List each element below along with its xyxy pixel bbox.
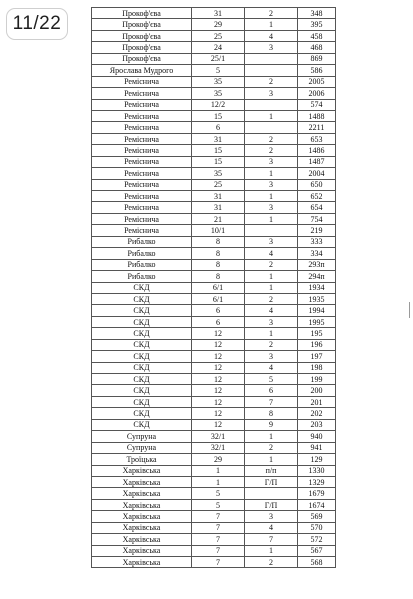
number-cell: 572 xyxy=(298,534,336,545)
street-cell: Ремісничa xyxy=(92,110,192,121)
entrance-cell xyxy=(245,122,298,133)
street-cell: Ремісничa xyxy=(92,122,192,133)
house-cell: 25 xyxy=(192,30,245,41)
table-row xyxy=(92,557,336,568)
house-cell: 24 xyxy=(192,42,245,53)
table-row xyxy=(92,305,336,316)
number-cell: 1329 xyxy=(298,476,336,487)
house-cell: 7 xyxy=(192,557,245,568)
entrance-cell: Г/П xyxy=(245,499,298,510)
entrance-cell: 1 xyxy=(245,431,298,442)
house-cell: 12/2 xyxy=(192,99,245,110)
street-cell: Супруна xyxy=(92,442,192,453)
entrance-cell xyxy=(245,65,298,76)
house-cell: 12 xyxy=(192,408,245,419)
house-cell: 6 xyxy=(192,316,245,327)
house-cell: 12 xyxy=(192,385,245,396)
house-cell: 8 xyxy=(192,271,245,282)
number-cell: 650 xyxy=(298,179,336,190)
number-cell: 458 xyxy=(298,30,336,41)
table-row xyxy=(92,374,336,385)
table-row xyxy=(92,488,336,499)
table-row xyxy=(92,19,336,30)
number-cell: 203 xyxy=(298,419,336,430)
number-cell: 654 xyxy=(298,202,336,213)
house-cell: 6/1 xyxy=(192,293,245,304)
table-row xyxy=(92,328,336,339)
number-cell: 197 xyxy=(298,351,336,362)
street-cell: СКД xyxy=(92,316,192,327)
table-row xyxy=(92,88,336,99)
street-cell: Ремісничa xyxy=(92,99,192,110)
street-cell: Прокоф'єва xyxy=(92,8,192,19)
house-cell: 31 xyxy=(192,202,245,213)
number-cell: 570 xyxy=(298,522,336,533)
entrance-cell: 5 xyxy=(245,374,298,385)
street-cell: Прокоф'єва xyxy=(92,42,192,53)
street-cell: Харківська xyxy=(92,534,192,545)
number-cell: 652 xyxy=(298,191,336,202)
table-row xyxy=(92,76,336,87)
entrance-cell: 4 xyxy=(245,30,298,41)
house-cell: 25/1 xyxy=(192,53,245,64)
number-cell: 129 xyxy=(298,454,336,465)
entrance-cell: 2 xyxy=(245,293,298,304)
house-cell: 7 xyxy=(192,511,245,522)
number-cell: 586 xyxy=(298,65,336,76)
street-cell: Ремісничa xyxy=(92,179,192,190)
number-cell: 195 xyxy=(298,328,336,339)
entrance-cell: 1 xyxy=(245,271,298,282)
number-cell: 1934 xyxy=(298,282,336,293)
house-cell: 7 xyxy=(192,545,245,556)
street-cell: СКД xyxy=(92,385,192,396)
street-cell: Харківська xyxy=(92,557,192,568)
page-indicator: 11/22 xyxy=(6,8,68,40)
entrance-cell: Г/П xyxy=(245,476,298,487)
entrance-cell: 8 xyxy=(245,408,298,419)
street-cell: Харківська xyxy=(92,545,192,556)
number-cell: 395 xyxy=(298,19,336,30)
table-row xyxy=(92,65,336,76)
entrance-cell: 1 xyxy=(245,454,298,465)
street-cell: Ремісничa xyxy=(92,225,192,236)
entrance-cell: 4 xyxy=(245,522,298,533)
table-row xyxy=(92,30,336,41)
street-cell: Рибалко xyxy=(92,271,192,282)
table-row xyxy=(92,133,336,144)
house-cell: 35 xyxy=(192,168,245,179)
number-cell: 201 xyxy=(298,396,336,407)
number-cell: 568 xyxy=(298,557,336,568)
entrance-cell: 1 xyxy=(245,282,298,293)
house-cell: 10/1 xyxy=(192,225,245,236)
house-cell: 15 xyxy=(192,156,245,167)
street-cell: СКД xyxy=(92,374,192,385)
number-cell: 1486 xyxy=(298,145,336,156)
entrance-cell: 3 xyxy=(245,202,298,213)
entrance-cell: 1 xyxy=(245,213,298,224)
house-cell: 6/1 xyxy=(192,282,245,293)
table-row xyxy=(92,465,336,476)
number-cell: 202 xyxy=(298,408,336,419)
table-row xyxy=(92,145,336,156)
table-row xyxy=(92,351,336,362)
entrance-cell: 3 xyxy=(245,511,298,522)
number-cell: 1488 xyxy=(298,110,336,121)
number-cell: 196 xyxy=(298,339,336,350)
entrance-cell: 4 xyxy=(245,305,298,316)
street-cell: Супруна xyxy=(92,431,192,442)
entrance-cell: 2 xyxy=(245,145,298,156)
table-body xyxy=(92,8,336,568)
street-cell: Ремісничa xyxy=(92,88,192,99)
table-row xyxy=(92,293,336,304)
house-cell: 12 xyxy=(192,419,245,430)
entrance-cell: 1 xyxy=(245,19,298,30)
street-cell: Харківська xyxy=(92,488,192,499)
street-cell: Прокоф'єва xyxy=(92,30,192,41)
entrance-cell: 7 xyxy=(245,396,298,407)
table-row xyxy=(92,339,336,350)
number-cell: 569 xyxy=(298,511,336,522)
number-cell: 334 xyxy=(298,248,336,259)
table-row xyxy=(92,8,336,19)
entrance-cell: 9 xyxy=(245,419,298,430)
street-cell: Рибалко xyxy=(92,259,192,270)
house-cell: 35 xyxy=(192,76,245,87)
street-cell: Рибалко xyxy=(92,236,192,247)
number-cell: 1995 xyxy=(298,316,336,327)
table-row xyxy=(92,110,336,121)
table-row xyxy=(92,42,336,53)
entrance-cell xyxy=(245,488,298,499)
number-cell: 869 xyxy=(298,53,336,64)
house-cell: 15 xyxy=(192,145,245,156)
table-row xyxy=(92,431,336,442)
entrance-cell: 3 xyxy=(245,351,298,362)
street-cell: Прокоф'єва xyxy=(92,53,192,64)
entrance-cell: 2 xyxy=(245,8,298,19)
entrance-cell: 3 xyxy=(245,88,298,99)
street-cell: СКД xyxy=(92,282,192,293)
entrance-cell: 3 xyxy=(245,42,298,53)
table-row xyxy=(92,53,336,64)
street-cell: Харківська xyxy=(92,522,192,533)
number-cell: 200 xyxy=(298,385,336,396)
house-cell: 31 xyxy=(192,191,245,202)
entrance-cell: 3 xyxy=(245,316,298,327)
house-cell: 12 xyxy=(192,396,245,407)
number-cell: 1994 xyxy=(298,305,336,316)
house-cell: 31 xyxy=(192,133,245,144)
table-row xyxy=(92,476,336,487)
number-cell: 198 xyxy=(298,362,336,373)
table-row xyxy=(92,179,336,190)
table-row xyxy=(92,545,336,556)
table-row xyxy=(92,202,336,213)
house-cell: 8 xyxy=(192,236,245,247)
house-cell: 5 xyxy=(192,499,245,510)
house-cell: 15 xyxy=(192,110,245,121)
street-cell: Ремісничa xyxy=(92,191,192,202)
street-cell: Харківська xyxy=(92,476,192,487)
entrance-cell: 2 xyxy=(245,76,298,87)
table-row xyxy=(92,248,336,259)
street-cell: СКД xyxy=(92,293,192,304)
street-cell: Ремісничa xyxy=(92,168,192,179)
table-row xyxy=(92,499,336,510)
number-cell: 468 xyxy=(298,42,336,53)
table-row xyxy=(92,442,336,453)
house-cell: 35 xyxy=(192,88,245,99)
house-cell: 5 xyxy=(192,488,245,499)
street-cell: Рибалко xyxy=(92,248,192,259)
entrance-cell: 4 xyxy=(245,248,298,259)
street-cell: Харківська xyxy=(92,465,192,476)
house-cell: 29 xyxy=(192,19,245,30)
street-cell: СКД xyxy=(92,419,192,430)
number-cell: 1679 xyxy=(298,488,336,499)
house-cell: 29 xyxy=(192,454,245,465)
entrance-cell: 1 xyxy=(245,191,298,202)
table-row xyxy=(92,236,336,247)
house-cell: 5 xyxy=(192,65,245,76)
entrance-cell xyxy=(245,53,298,64)
number-cell: 1674 xyxy=(298,499,336,510)
entrance-cell: 3 xyxy=(245,156,298,167)
street-cell: Ремісничa xyxy=(92,202,192,213)
entrance-cell: 7 xyxy=(245,534,298,545)
table-row xyxy=(92,271,336,282)
entrance-cell: 2 xyxy=(245,442,298,453)
table-row xyxy=(92,522,336,533)
street-cell: СКД xyxy=(92,351,192,362)
entrance-cell xyxy=(245,225,298,236)
table-row xyxy=(92,396,336,407)
number-cell: 940 xyxy=(298,431,336,442)
table-row xyxy=(92,213,336,224)
street-cell: Ремісничa xyxy=(92,76,192,87)
table-row xyxy=(92,419,336,430)
house-cell: 31 xyxy=(192,8,245,19)
entrance-cell: 1 xyxy=(245,110,298,121)
table-row xyxy=(92,454,336,465)
house-cell: 12 xyxy=(192,362,245,373)
number-cell: 294п xyxy=(298,271,336,282)
table-row xyxy=(92,259,336,270)
entrance-cell: п/п xyxy=(245,465,298,476)
table-row xyxy=(92,282,336,293)
entrance-cell: 3 xyxy=(245,179,298,190)
house-cell: 7 xyxy=(192,522,245,533)
house-cell: 32/1 xyxy=(192,431,245,442)
house-cell: 6 xyxy=(192,122,245,133)
house-cell: 1 xyxy=(192,476,245,487)
table-row xyxy=(92,99,336,110)
number-cell: 2005 xyxy=(298,76,336,87)
table-row xyxy=(92,408,336,419)
number-cell: 754 xyxy=(298,213,336,224)
house-cell: 6 xyxy=(192,305,245,316)
number-cell: 1330 xyxy=(298,465,336,476)
scrollbar-thumb[interactable] xyxy=(409,302,410,318)
street-cell: СКД xyxy=(92,408,192,419)
table-row xyxy=(92,168,336,179)
street-cell: Прокоф'єва xyxy=(92,19,192,30)
street-cell: СКД xyxy=(92,396,192,407)
street-cell: Ярослава Мудрого xyxy=(92,65,192,76)
house-cell: 1 xyxy=(192,465,245,476)
table-row xyxy=(92,316,336,327)
house-cell: 32/1 xyxy=(192,442,245,453)
entrance-cell: 6 xyxy=(245,385,298,396)
number-cell: 348 xyxy=(298,8,336,19)
street-cell: СКД xyxy=(92,339,192,350)
house-cell: 25 xyxy=(192,179,245,190)
entrance-cell: 3 xyxy=(245,236,298,247)
entrance-cell xyxy=(245,99,298,110)
entrance-cell: 2 xyxy=(245,259,298,270)
table-row xyxy=(92,191,336,202)
entrance-cell: 1 xyxy=(245,168,298,179)
house-cell: 7 xyxy=(192,534,245,545)
number-cell: 653 xyxy=(298,133,336,144)
house-cell: 8 xyxy=(192,259,245,270)
table-row xyxy=(92,362,336,373)
street-cell: Ремісничa xyxy=(92,145,192,156)
street-cell: СКД xyxy=(92,328,192,339)
entrance-cell: 4 xyxy=(245,362,298,373)
table-row xyxy=(92,156,336,167)
street-cell: Харківська xyxy=(92,511,192,522)
entrance-cell: 1 xyxy=(245,545,298,556)
number-cell: 2006 xyxy=(298,88,336,99)
entrance-cell: 2 xyxy=(245,133,298,144)
table-row xyxy=(92,225,336,236)
street-cell: СКД xyxy=(92,362,192,373)
house-cell: 12 xyxy=(192,374,245,385)
house-cell: 21 xyxy=(192,213,245,224)
table-row xyxy=(92,511,336,522)
table-row xyxy=(92,534,336,545)
number-cell: 2211 xyxy=(298,122,336,133)
number-cell: 574 xyxy=(298,99,336,110)
street-cell: Ремісничa xyxy=(92,156,192,167)
address-table xyxy=(91,7,336,568)
number-cell: 333 xyxy=(298,236,336,247)
number-cell: 941 xyxy=(298,442,336,453)
entrance-cell: 2 xyxy=(245,557,298,568)
house-cell: 12 xyxy=(192,339,245,350)
entrance-cell: 1 xyxy=(245,328,298,339)
table-row xyxy=(92,122,336,133)
street-cell: СКД xyxy=(92,305,192,316)
street-cell: Ремісничa xyxy=(92,133,192,144)
street-cell: Троїцька xyxy=(92,454,192,465)
street-cell: Харківська xyxy=(92,499,192,510)
number-cell: 1487 xyxy=(298,156,336,167)
house-cell: 12 xyxy=(192,351,245,362)
number-cell: 2004 xyxy=(298,168,336,179)
number-cell: 293п xyxy=(298,259,336,270)
house-cell: 12 xyxy=(192,328,245,339)
number-cell: 1935 xyxy=(298,293,336,304)
street-cell: Ремісничa xyxy=(92,213,192,224)
house-cell: 8 xyxy=(192,248,245,259)
number-cell: 219 xyxy=(298,225,336,236)
entrance-cell: 2 xyxy=(245,339,298,350)
number-cell: 567 xyxy=(298,545,336,556)
number-cell: 199 xyxy=(298,374,336,385)
table-row xyxy=(92,385,336,396)
